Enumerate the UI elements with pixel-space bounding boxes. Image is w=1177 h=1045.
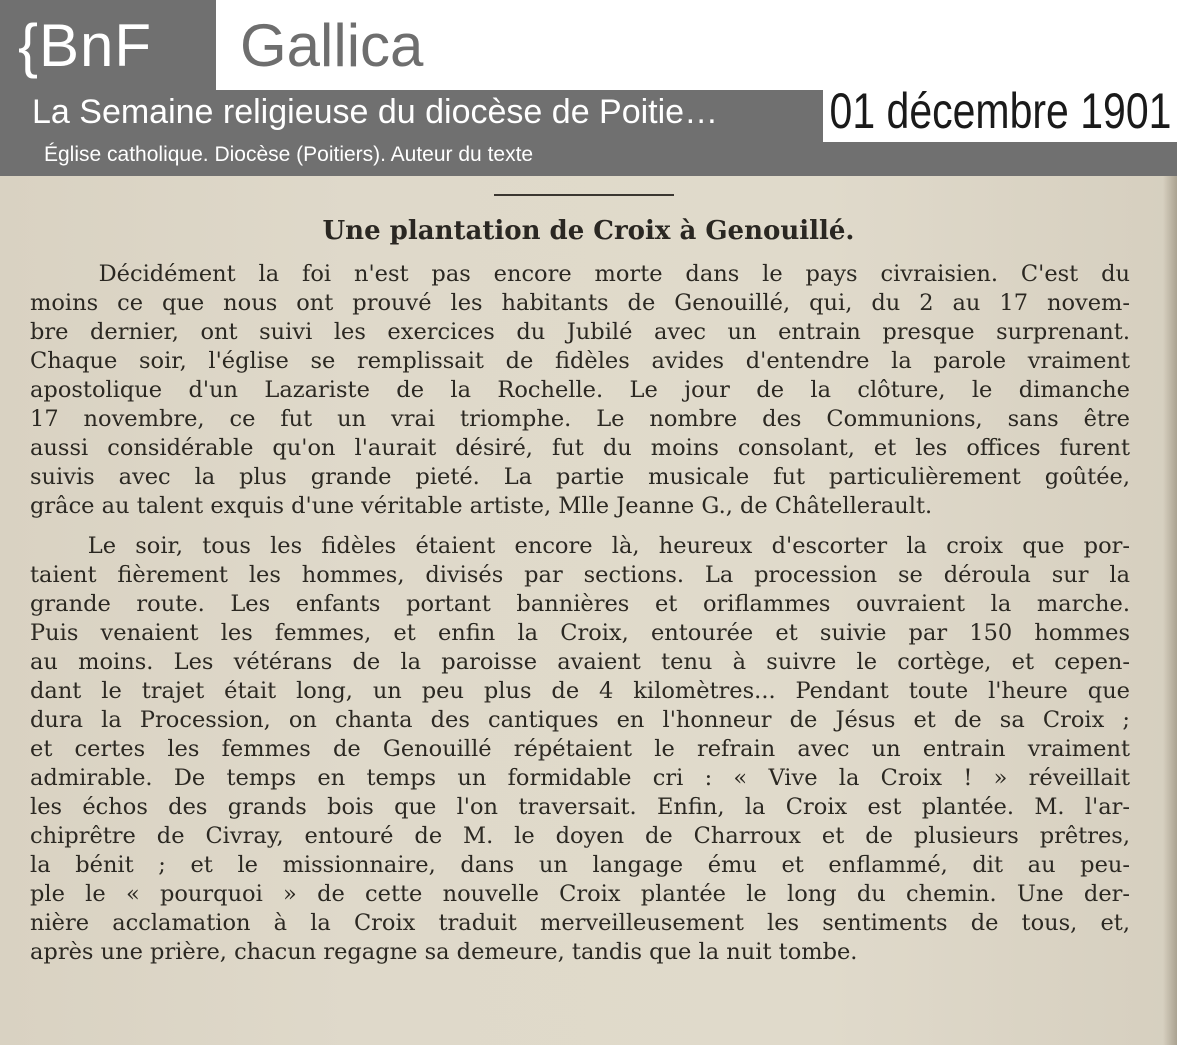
document-author: Église catholique. Diocèse (Poitiers). Auteur du texte (44, 143, 534, 166)
text-line: bre dernier, ont suivi les exercices du Jubilé avec un entrain presque surprenant. (30, 319, 1130, 345)
text-line: nière acclamation à la Croix traduit merveilleusement les sentiments de tous, et, (30, 910, 1130, 936)
text-line: dura la Procession, on chanta des cantiques en l'honneur de Jésus et de sa Croix ; (30, 707, 1130, 733)
text-line: moins ce que nous ont prouvé les habitants de Genouillé, qui, du 2 au 17 novem- (30, 290, 1130, 316)
text-line: grande route. Les enfants portant bannières et oriflammes ouvraient la marche. (30, 591, 1130, 617)
text-line: apostolique d'un Lazariste de la Rochelle. Le jour de la clôture, le dimanche (30, 377, 1130, 403)
text-line: après une prière, chacun regagne sa demeure, tandis que la nuit tombe. (30, 939, 858, 965)
text-line: la bénit ; et le missionnaire, dans un langage ému et enflammé, dit au peu- (30, 852, 1130, 878)
text-line: taient fièrement les hommes, divisés par sections. La procession se déroula sur la (30, 562, 1130, 588)
separator-rule (494, 194, 674, 196)
scanned-page (0, 176, 1177, 1045)
text-line: au moins. Les vétérans de la paroisse avaient tenu à suivre le cortège, et cepen- (30, 649, 1130, 675)
text-line: chiprêtre de Civray, entouré de M. le doyen de Charroux et de plusieurs prêtres, (30, 823, 1130, 849)
text-line: suivis avec la plus grande pieté. La partie musicale fut particulièrement goûtée, (30, 464, 1130, 490)
text-line: Chaque soir, l'église se remplissait de fidèles avides d'entendre la parole vraiment (30, 348, 1130, 374)
site-name-gallica[interactable]: Gallica (240, 12, 424, 79)
bnf-logo-text: {BnF (18, 11, 153, 79)
text-line: les échos des grands bois que l'on traversait. Enfin, la Croix est plantée. M. l'ar- (30, 794, 1130, 820)
text-line: et certes les femmes de Genouillé répétaient le refrain avec un entrain vraiment (30, 736, 1130, 762)
text-line: aussi considérable qu'on l'aurait désiré, fut du moins consolant, et les offices furent (30, 435, 1130, 461)
text-line: ple le « pourquoi » de cette nouvelle Croix plantée le long du chemin. Une der- (30, 881, 1130, 907)
document-date: 01 décembre 1901 (829, 83, 1171, 139)
text-line: Décidément la foi n'est pas encore morte dans le pays civraisien. C'est du (30, 261, 1130, 287)
text-line: grâce au talent exquis d'une véritable artiste, Mlle Jeanne G., de Châtellerault. (30, 493, 933, 519)
bnf-logo[interactable] (0, 0, 216, 90)
date-box (823, 80, 1177, 142)
text-line: Le soir, tous les fidèles étaient encore là, heureux d'escorter la croix que por- (30, 533, 1130, 559)
document-title: La Semaine religieuse du diocèse de Poitie… (32, 93, 719, 131)
text-line: Puis venaient les femmes, et enfin la Croix, entourée et suivie par 150 hommes (30, 620, 1130, 646)
article-title: Une plantation de Croix à Genouillé. (322, 216, 855, 246)
text-line: dant le trajet était long, un peu plus de 4 kilomètres... Pendant toute l'heure que (30, 678, 1130, 704)
text-line: admirable. De temps en temps un formidable cri : « Vive la Croix ! » réveillait (30, 765, 1130, 791)
text-line: 17 novembre, ce fut un vrai triomphe. Le nombre des Communions, sans être (30, 406, 1130, 432)
